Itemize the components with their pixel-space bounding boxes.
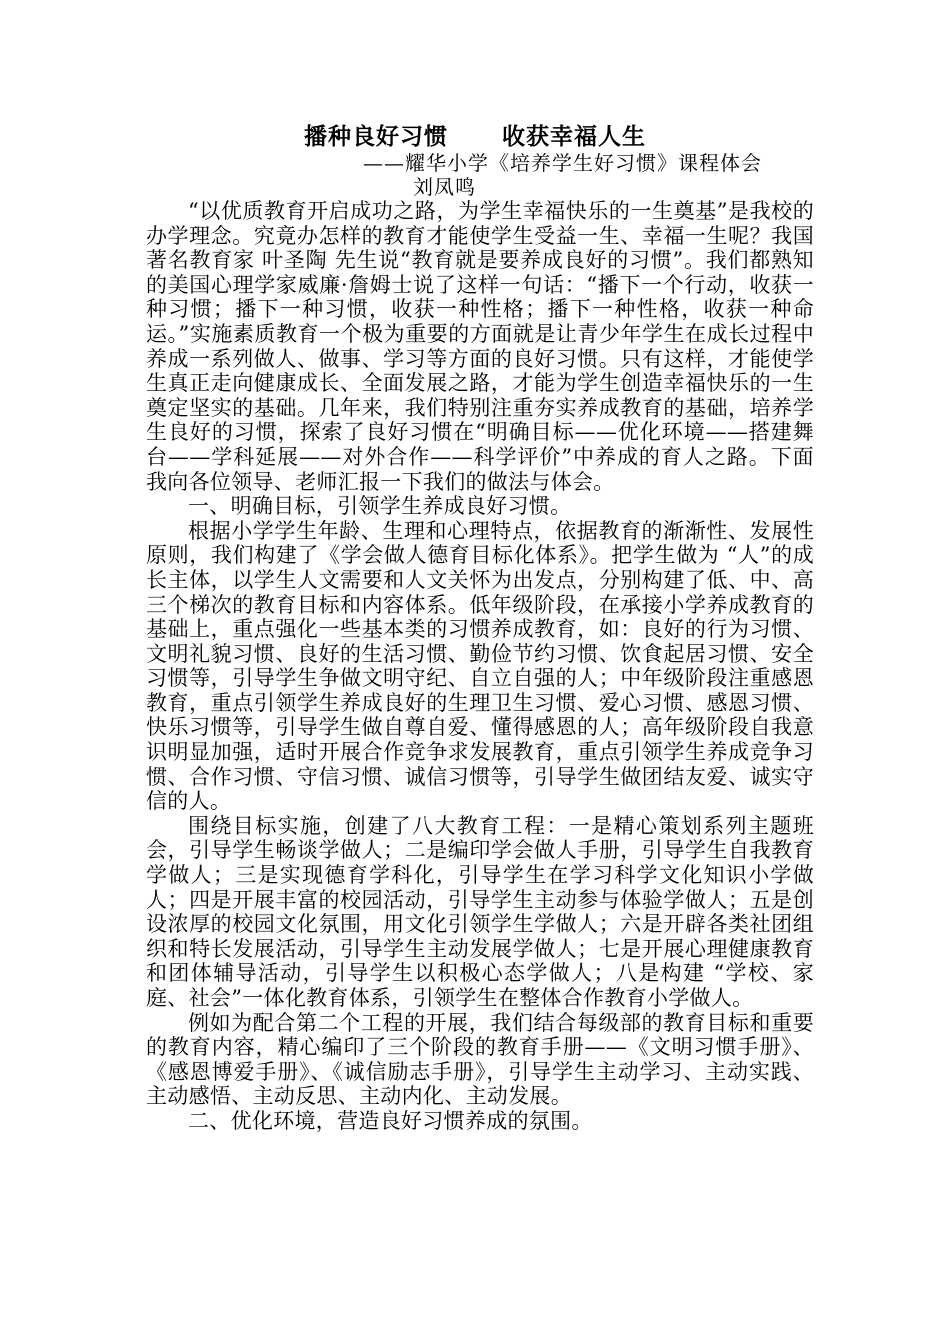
document-title: 播种良好习惯 收获幸福人生 [303,123,647,150]
paragraph-eight-projects: 围绕目标实施，创建了八大教育工程：一是精心策划系列主题班会，引导学生畅谈学做人；二是编印学会做人手册，引导学生自我教育学做人；三是实现德育学科化，引导学生在学习科学文化知识小学做人；四是开展丰富的校园活动，引导学生主动参与体验学做人；五是创设浓厚的校园文化氛围，用文化引领学生学做人；六是开辟各类社团组织和特长发展活动，引导学生主动发展学做人；七是开展心理健康教育和团体辅导活动，引导学生以积极心态学做人；八是构建 “学校、家庭、社会”一体化教育体系，引领学生在整体合作教育小学做人。 [146,813,814,1010]
section-heading-2: 二、优化环境，营造良好习惯养成的氛围。 [188,1108,593,1133]
document-author: 刘凤鸣 [413,175,476,199]
paragraph-example: 例如为配合第二个工程的开展，我们结合每级部的教育目标和重要的教育内容，精心编印了三个阶段的教育手册——《文明习惯手册》、《感恩博爱手册》、《诚信励志手册》，引导学生主动学习、主动实践、主动感悟、主动反思、主动内化、主动发展。 [146,1010,814,1109]
document-subtitle: ——耀华小学《培养学生好习惯》课程体会 [363,151,762,175]
document-body [146,199,814,1134]
section-heading-1: 一、明确目标，引领学生养成良好习惯。 [188,494,572,519]
paragraph-intro: “以优质教育开启成功之路，为学生幸福快乐的一生奠基”是我校的办学理念。究竟办怎样的教育才能使学生受益一生、幸福一生呢？我国著名教育家 叶圣陶 先生说“教育就是要养成良好的习惯”。我们都熟知的美国心理学家威廉·詹姆士说了这样一句话：“播下一个行动，收获一种习惯；播下一种习惯，收获一种性格；播下一种性格，收获一种命运。”实施素质教育一个极为重要的方面就是让青少年学生在成长过程中养成一系列做人、做事、学习等方面的良好习惯。只有这样，才能使学生真正走向健康成长、全面发展之路，才能为学生创造幸福快乐的一生奠定坚实的基础。几年来，我们特别注重夯实养成教育的基础，培养学生良好的习惯，探索了良好习惯在“明确目标——优化环境——搭建舞台——学科延展——对外合作——科学评价”中养成的育人之路。下面我向各位领导、老师汇报一下我们的做法与体会。 [146,199,814,494]
paragraph-goals: 根据小学学生年龄、生理和心理特点，依据教育的渐渐性、发展性原则，我们构建了《学会做人德育目标化体系》。把学生做为 “人”的成长主体，以学生人文需要和人文关怀为出发点，分别构建了低、中、高三个梯次的教育目标和内容体系。低年级阶段，在承接小学养成教育的基础上，重点强化一些基本类的习惯养成教育，如：良好的行为习惯、文明礼貌习惯、良好的生活习惯、勤俭节约习惯、饮食起居习惯、安全习惯等，引导学生争做文明守纪、自立自强的人；中年级阶段注重感恩教育，重点引领学生养成良好的生理卫生习惯、爱心习惯、感恩习惯、快乐习惯等，引导学生做自尊自爱、懂得感恩的人；高年级阶段自我意识明显加强，适时开展合作竞争求发展教育，重点引领学生养成竞争习惯、合作习惯、守信习惯、诚信习惯等，引导学生做团结友爱、诚实守信的人。 [146,518,814,814]
